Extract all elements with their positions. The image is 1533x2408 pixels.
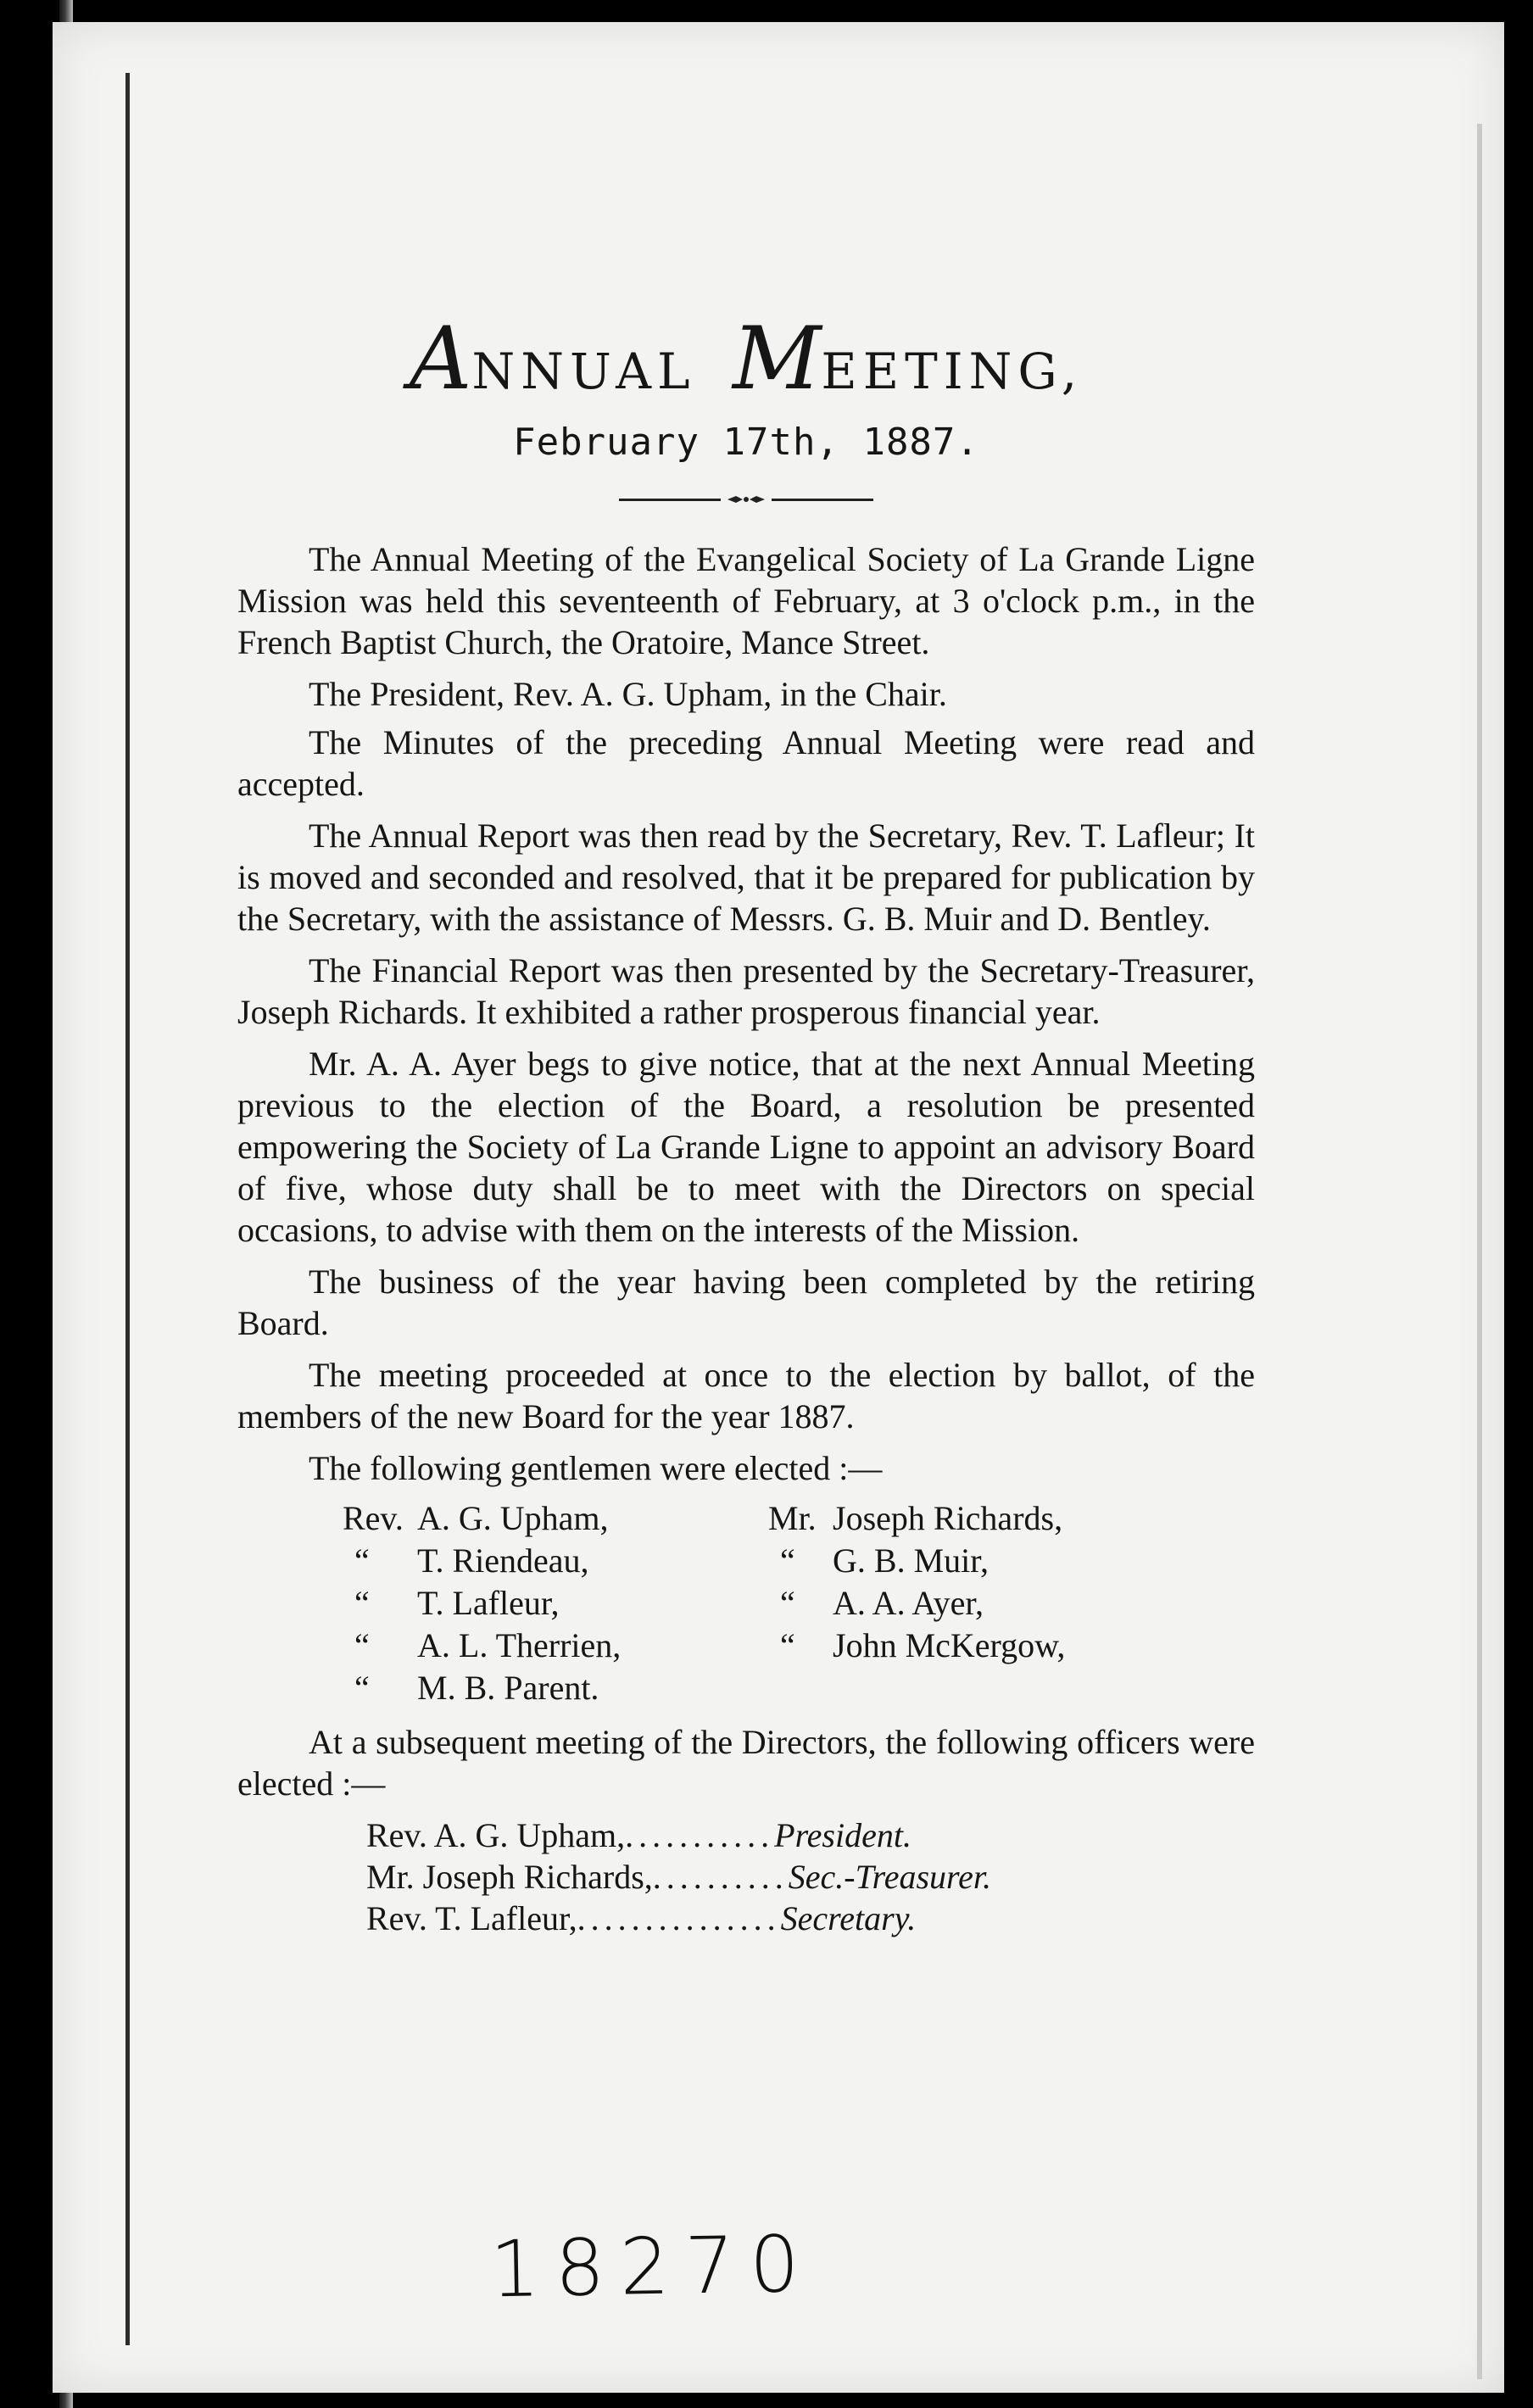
- document-content: [237, 280, 1255, 1939]
- member-name: Joseph Richards,: [833, 1499, 1063, 1538]
- officer-role: President.: [774, 1816, 911, 1855]
- list-item: [343, 1540, 695, 1582]
- officer-role: Secretary.: [780, 1899, 917, 1938]
- list-item: [366, 1856, 1255, 1898]
- list-item: [768, 1540, 1153, 1582]
- paragraph-president-chair: The President, Rev. A. G. Upham, in the Chair.: [309, 675, 947, 714]
- ditto-mark: “: [780, 1584, 795, 1623]
- leader-dots: ...........: [625, 1816, 775, 1855]
- ornamental-divider: [619, 493, 873, 506]
- member-name: A. G. Upham,: [417, 1499, 609, 1538]
- list-item: [366, 1814, 1255, 1856]
- officer-name: Rev. T. Lafleur,: [366, 1899, 577, 1938]
- member-name: T. Riendeau,: [417, 1541, 589, 1580]
- officer-name: Rev. A. G. Upham,: [366, 1816, 626, 1855]
- paragraph-following-elected: The following gentlemen were elected :—: [309, 1449, 883, 1488]
- page-inner-border: [1477, 124, 1482, 2379]
- list-item: [343, 1667, 695, 1709]
- paragraph-business-completed: The business of the year having been completed by the retiring Board.: [237, 1263, 1255, 1343]
- paragraph-election: The meeting proceeded at once to the election by ballot, of the members of the new Board for the year 1887.: [237, 1356, 1255, 1436]
- list-item: [343, 1625, 695, 1667]
- member-name: T. Lafleur,: [417, 1584, 560, 1623]
- paragraph-opening: The Annual Meeting of the Evangelical Society of La Grande Ligne Mission was held this seventeenth of February, at 3 o'clock p.m., in the French Baptist Church, the Oratoire, Mance Street.: [237, 540, 1255, 662]
- list-item: [768, 1582, 1153, 1625]
- list-item: [343, 1582, 695, 1625]
- officer-role: Sec.-Treasurer.: [788, 1858, 992, 1897]
- member-name: M. B. Parent.: [417, 1669, 599, 1708]
- divider-line-left: [619, 499, 721, 501]
- name-prefix: Mr.: [768, 1499, 817, 1538]
- leader-dots: ..........: [652, 1858, 789, 1897]
- title-initial-m: M: [732, 309, 822, 410]
- title-initial-a: A: [409, 309, 472, 410]
- ditto-mark: “: [780, 1541, 795, 1580]
- ditto-mark: “: [354, 1584, 370, 1623]
- member-name: John McKergow,: [833, 1626, 1066, 1665]
- leader-dots: ...............: [577, 1899, 781, 1938]
- ditto-mark: “: [780, 1626, 795, 1665]
- divider-line-right: [772, 499, 873, 501]
- elected-column-left: [237, 1497, 695, 1709]
- handwritten-catalog-number: 18270: [489, 2218, 816, 2316]
- list-item: [343, 1497, 695, 1540]
- name-prefix: Rev.: [343, 1499, 404, 1538]
- ditto-mark: “: [354, 1541, 370, 1580]
- officers-list: [366, 1814, 1255, 1939]
- member-name: G. B. Muir,: [833, 1541, 989, 1580]
- page-gutter-line: [125, 73, 130, 2345]
- officer-name: Mr. Joseph Richards,: [366, 1858, 653, 1897]
- title-word-meeting: EETING,: [821, 343, 1084, 400]
- title-word-annual: NNUAL: [471, 343, 696, 400]
- divider-ornament-icon: [726, 494, 766, 504]
- member-name: A. L. Therrien,: [417, 1626, 622, 1665]
- ditto-mark: “: [354, 1669, 370, 1708]
- meeting-date: February 17th, 1887.: [513, 421, 979, 465]
- paragraph-subsequent-meeting: At a subsequent meeting of the Directors, the following officers were elected :—: [237, 1723, 1255, 1803]
- elected-board-list: [237, 1497, 1255, 1709]
- ditto-mark: “: [354, 1626, 370, 1665]
- paragraph-minutes: The Minutes of the preceding Annual Meeting were read and accepted.: [237, 723, 1255, 804]
- paragraph-notice: Mr. A. A. Ayer begs to give notice, that at the next Annual Meeting previous to the election of the Board, a resolution be presented empowering the Society of La Grande Ligne to appoint an advisory Board of five, whose duty shall be to meet with the Directors on special occasions, to advise with them on the interests of the Mission.: [237, 1045, 1255, 1250]
- list-item: [768, 1497, 1153, 1540]
- paragraph-financial-report: The Financial Report was then presented by the Secretary-Treasurer, Joseph Richards. It exhibited a rather prosperous financial year.: [237, 951, 1255, 1032]
- list-item: [366, 1898, 1255, 1939]
- list-item: [768, 1625, 1153, 1667]
- member-name: A. A. Ayer,: [833, 1584, 984, 1623]
- document-title: [237, 309, 1255, 410]
- elected-column-right: [695, 1497, 1153, 1709]
- paragraph-annual-report: The Annual Report was then read by the Secretary, Rev. T. Lafleur; It is moved and seconded and resolved, that it be prepared for publication by the Secretary, with the assistance of Messrs. G. B. Muir and D. Bentley.: [237, 817, 1255, 939]
